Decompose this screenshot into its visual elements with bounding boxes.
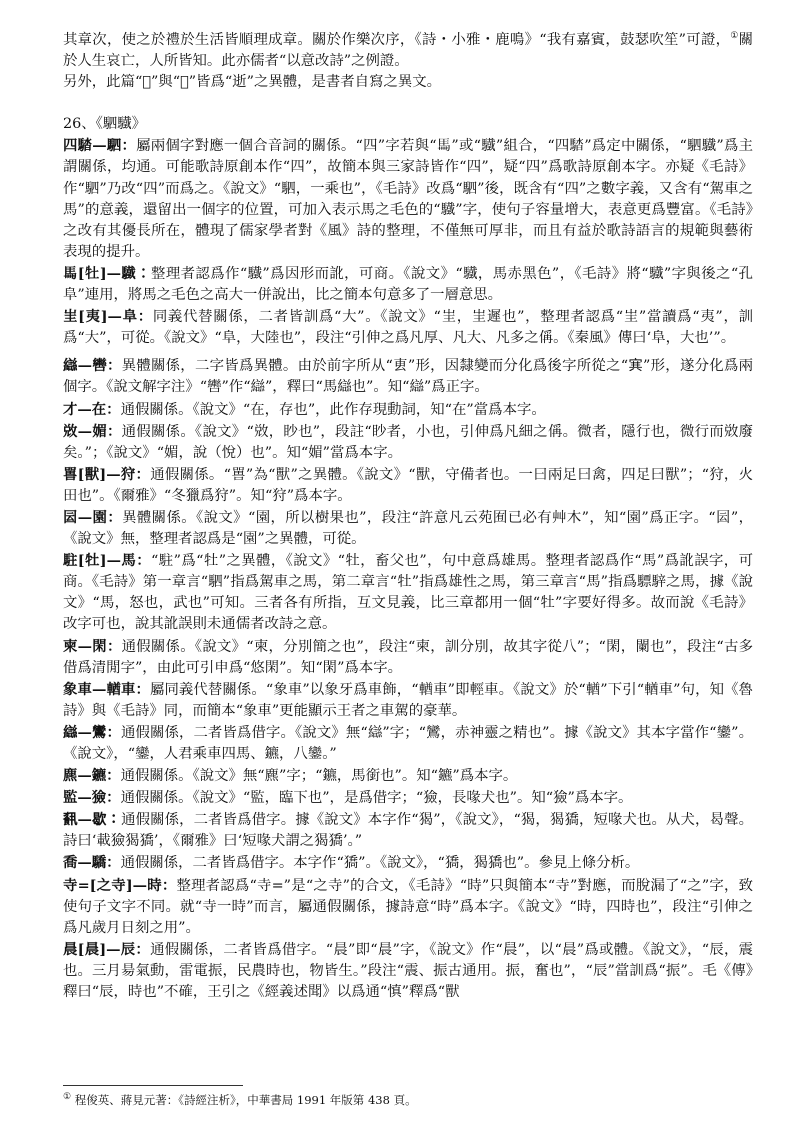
entry-paragraph [63,464,753,507]
entry-paragraph [63,852,753,874]
entry-lead: 才—在： [63,400,121,418]
entry-lead: 象車—輶車： [63,680,150,698]
entry-lead: 嘼[獸]—狩： [63,465,151,483]
entry-text: “駐”爲“牡”之異體，《說文》“牡，畜父也”，句中意爲雄馬。整理者認爲作“馬”爲訛誤字，可商。《毛詩》第一章言“駟”指爲駕車之馬，第二章言“牡”指爲雄性之馬，第三章言“馬”指爲驃騂之馬，據《說文》“馬，怒也，武也”可知。三者各有所指，互文見義，比三章都用一個“牡”字要好得多。故而說《毛詩》改字可也，說其訛誤則未通儒者改詩之意。 [63,553,753,633]
entry-text: 通假關係，二者皆爲借字。據《說文》本字作“猲”，《說文》，“猲，猲獢，短喙犬也。从犬，曷聲。詩曰‘載獫猲獢’，《爾雅》曰‘短喙犬謂之猲獢’。” [63,812,753,850]
intro-text-3c: ”皆爲“逝”之異體，是書者自寫之異文。 [188,74,442,91]
entry-paragraph [63,399,753,421]
entry-lead: 喬—驕： [63,854,121,872]
entry-paragraph [63,636,753,679]
page-body [63,30,753,1003]
entry-lead: 𩡧[牡]—驖： [63,264,152,282]
entry-paragraph [63,263,753,306]
intro-paragraph [63,30,753,72]
entries-list [63,135,753,1003]
entry-paragraph [63,765,753,787]
entry-lead: 㞷[夷]—阜： [63,308,153,326]
intro-text-2: 關於人生哀亡，人所皆知。此亦儒者“以意改詩”之例證。 [63,32,753,70]
entry-paragraph [63,875,753,939]
footnote-text: 程俊英、蔣見元著：《詩經注析》，中華書局 1991 年版第 438 頁。 [71,1093,417,1107]
entry-text: 通假關係。《說文》無“麃”字；“鑣，馬銜也”。知“鑣”爲本字。 [120,768,518,785]
entry-paragraph [63,809,753,852]
intro-text-1: 其章次，使之於禮於生活皆順理成章。關於作樂次序，《詩・小雅・鹿鳴》“我有嘉賓，鼓瑟吹笙”可證， [63,32,731,48]
entry-text: 通假關係。《說文》“在，存也”，此作存現動詞，知“在”當爲本字。 [120,401,546,418]
entry-lead: 䜌—轡： [63,357,122,375]
entry-text: 整理者認爲作“驖”爲因形而訛，可商。《說文》“驖，馬赤黑色”，《毛詩》將“驖”字與後之“孔阜”連用，將馬之毛色之高大一併說出，比之簡本句意多了一層意思。 [63,265,753,304]
entry-lead: 晨[晨]—辰： [63,940,151,958]
entry-text: 屬同義代替關係。“象車”以象牙爲車飾，“輶車”即輕車。《說文》於“輶”下引“輶車”句，知《魯詩》與《毛詩》同，而簡本“象車”更能顯示王者之車駕的豪華。 [63,681,753,719]
entry-text: 通假關係。《說文》“監，臨下也”，是爲借字；“獫，長喙犬也”。知“獫”爲本字。 [120,790,633,807]
entry-lead: 駐[牡]—馬： [63,552,152,570]
entry-lead: 麃—鑣： [63,767,121,785]
entry-paragraph [63,306,753,349]
entry-paragraph [63,939,753,1003]
entry-paragraph [63,421,753,464]
entry-lead: 寺=[之寺]—時： [63,876,177,894]
entry-text: 整理者認爲“寺=”是“之寺”的合文，《毛詩》“時”只與簡本“寺”對應，而脫漏了“之”字，致使句子文字不同。就“寺一時”而言，屬通假關係，據詩意“時”爲本字。《說文》“時，四時也”，段注“引伸之爲凡歲月日刻之用”。 [63,877,753,936]
entry-text: 同義代替關係，二者皆訓爲“大”。《說文》“㞷，㞷遲也”，整理者認爲“㞷”當讀爲“夷”，訓爲“大”，可從。《說文》“阜，大陸也”，段注“引伸之爲凡厚、凡大、凡多之偁。《秦風》傳曰‘阜，大也’”。 [63,309,753,347]
entry-text: 通假關係。《說文》“柬，分別簡之也”，段注“柬，訓分別，故其字從八”；“閑，闌也”，段注“古多借爲清閒字”，由此可引申爲“悠閑”。知“閑”爲本字。 [63,638,753,676]
entry-paragraph [63,679,753,722]
entry-text: 通假關係，二者皆爲借字。“晨”即“晨”字，《說文》作“䢅”，以“晨”爲或體。《說文》，“辰，震也。三月昜氣動，雷電振，民農時也，物皆生。”段注“震、振古通用。振，奮也”，“辰”當訓爲“振”。毛《傳》釋曰“辰，時也”不確，王引之《經義述聞》以爲通“慎”釋爲“獸 [63,941,753,1001]
entry-text: 屬兩個字對應一個合音詞的關係。“四”字若與“𩡧”或“驖”組合，“四𩣯”爲定中關係，“駟驖”爲主謂關係，均通。可能歌詩原創本作“四”，故簡本與三家詩皆作“四”，疑“四”爲歌詩原創本字。亦疑《毛詩》作“駟”乃改“四”而爲之。《說文》“駟，一乘也”，《毛詩》改爲“駟”後，既含有“四”之數字義，又含有“駕車之馬”的意義，還留出一個字的位置，可加入表示馬之毛色的“驖”字，使句子容量增大，表意更爲豐富。《毛詩》之改有其優長所在，體現了儒家學者對《風》詩的整理，不僅無可厚非，而且有益於歌詩語言的規範與藝術表現的提升。 [63,138,753,260]
entry-paragraph [63,355,753,398]
footnote-reference[interactable]: ① [730,31,739,42]
entry-lead: 𩛥—歇： [63,811,122,829]
entry-paragraph [63,722,753,765]
entry-text: 通假關係，二者皆爲借字。本字作“獢”。《說文》，“獢，猲獢也”。參見上條分析。 [120,855,640,872]
footnote-divider [63,1085,243,1086]
intro-paragraph-2 [63,72,753,93]
entry-text: 通假關係。《說文》“敚，眇也”，段註“眇者，小也，引伸爲凡細之偁。微者，隱行也，微行而敚廢矣。”；《說文》“媚，說（悅）也”。知“媚”當爲本字。 [63,423,753,461]
entry-text: 異體關係。《說文》“園，所以樹果也”，段注“許意凡云苑囿已必有艸木”，知“園”爲正字。“囩”，《說文》無，整理者認爲是“園”之異體，可從。 [63,509,753,548]
footnote-mark: ① [63,1092,72,1103]
entry-paragraph [63,787,753,809]
entry-paragraph [63,507,753,550]
entry-paragraph [63,550,753,635]
footnote [63,1092,753,1108]
entry-text: 通假關係。“嘼”為“獸”之異體。《說文》“獸，守備者也。一曰兩足曰禽，四足曰獸”；“狩，火田也”。《爾雅》“冬獵爲狩”。知“狩”爲本字。 [63,466,753,504]
section-title: 26、《駟驖》 [63,116,147,133]
intro-text-3b: ”與“ [150,74,181,91]
variant-glyph-b: 𨑲 [180,74,189,91]
entry-lead: 䜌—鸞： [63,723,122,741]
entry-text: 通假關係，二者皆爲借字。《說文》無“䜌”字；“鸞，赤神靈之精也”。據《說文》其本字當作“鑾”。《說文》，“鑾，人君乘車四馬、鑣，八鑾。” [63,724,753,762]
variant-glyph-a: 𨖺 [142,74,151,91]
entry-paragraph [63,135,753,263]
entry-lead: 四𩣯—駟： [63,137,137,155]
intro-text-3: 另外，此篇“ [63,74,143,91]
entry-lead: 敚—媚： [63,422,122,440]
entry-text: 異體關係，二字皆爲異體。由於前字所从“叀”形，因隸變而分化爲後字所從之“𡨄”形，遂分化爲兩個字。《說文解字注》“轡”作“䜌”，釋曰“馬䜌也”。知“䜌”爲正字。 [63,358,753,396]
entry-lead: 監—獫： [63,789,121,807]
entry-lead: 囩—園： [63,508,123,526]
entry-lead: 柬—閑： [63,637,122,655]
